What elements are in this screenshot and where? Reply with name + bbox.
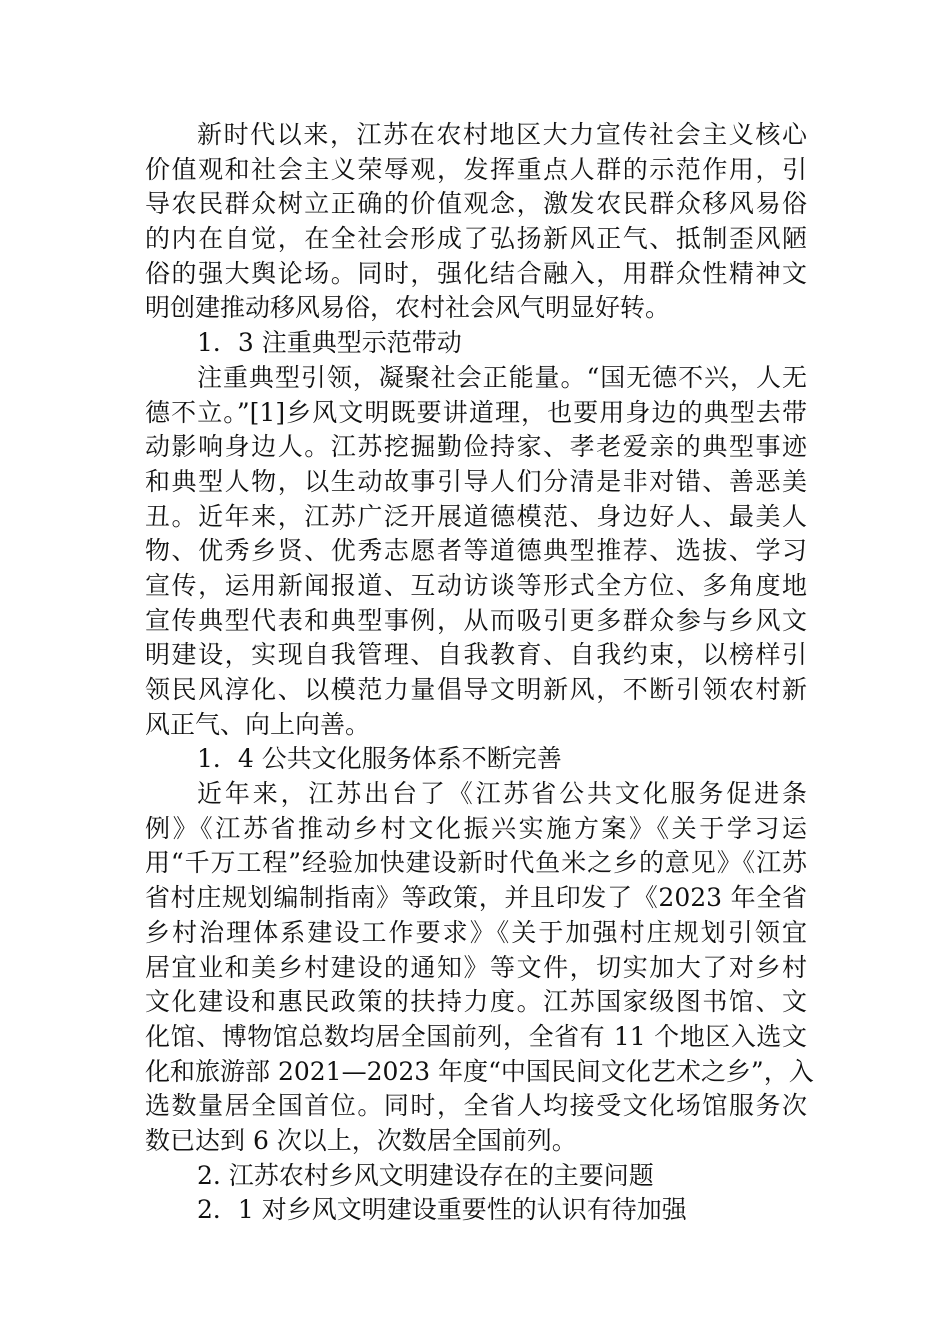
text-line: 近年来，江苏出台了《江苏省公共文化服务促进条 <box>197 779 807 809</box>
text-line: 居宜业和美乡村建设的通知》等文件，切实加大了对乡村 <box>145 952 807 982</box>
text-line: 选数量居全国首位。同时，全省人均接受文化场馆服务次 <box>145 1091 807 1121</box>
text-line: 文化建设和惠民政策的扶持力度。江苏国家级图书馆、文 <box>145 987 807 1017</box>
text-line: 化馆、博物馆总数均居全国前列，全省有 11 个地区入选文 <box>145 1021 807 1051</box>
text-line: 和典型人物，以生动故事引导人们分清是非对错、善恶美 <box>145 466 807 496</box>
text-line: 风正气、向上向善。 <box>145 709 371 739</box>
paragraph-2 <box>145 361 807 743</box>
text-line: 新时代以来，江苏在农村地区大力宣传社会主义核心 <box>197 120 807 149</box>
text-line: 动影响身边人。江苏挖掘勤俭持家、孝老爱亲的典型事迹 <box>145 432 807 462</box>
section-heading-1-3: 1．3 注重典型示范带动 <box>197 328 462 358</box>
text-line: 数已达到 6 次以上，次数居全国前列。 <box>145 1125 577 1155</box>
text-line: 明创建推动移风易俗，农村社会风气明显好转。 <box>145 293 671 323</box>
section-heading-2: 2. 江苏农村乡风文明建设存在的主要问题 <box>197 1160 654 1190</box>
section-heading-2-1: 2．1 对乡风文明建设重要性的认识有待加强 <box>197 1195 687 1225</box>
text-line: 化和旅游部 2021—2023 年度“中国民间文化艺术之乡”，入 <box>145 1056 814 1086</box>
text-line: 乡村治理体系建设工作要求》《关于加强村庄规划引领宜 <box>145 917 807 947</box>
text-line: 德不立。”[1]乡风文明既要讲道理，也要用身边的典型去带 <box>145 397 807 427</box>
text-line: 宣传典型代表和典型事例，从而吸引更多群众参与乡风文 <box>145 605 807 635</box>
text-line: 明建设，实现自我管理、自我教育、自我约束，以榜样引 <box>145 640 807 670</box>
text-line: 丑。近年来，江苏广泛开展道德模范、身边好人、最美人 <box>145 501 807 531</box>
document-body <box>145 118 814 1228</box>
text-line: 例》《江苏省推动乡村文化振兴实施方案》《关于学习运 <box>145 813 807 843</box>
text-line: 物、优秀乡贤、优秀志愿者等道德典型推荐、选拔、学习 <box>145 536 807 566</box>
text-line: 领民风淳化、以模范力量倡导文明新风，不断引领农村新 <box>145 675 807 704</box>
paragraph-3 <box>145 777 814 1159</box>
text-line: 价值观和社会主义荣辱观，发挥重点人群的示范作用，引 <box>145 154 807 184</box>
section-heading-1-4: 1．4 公共文化服务体系不断完善 <box>197 744 562 774</box>
text-line: 宣传，运用新闻报道、互动访谈等形式全方位、多角度地 <box>145 570 807 600</box>
paragraph-1 <box>145 118 807 326</box>
text-line: 用“千万工程”经验加快建设新时代鱼米之乡的意见》《江苏 <box>145 848 807 878</box>
text-line: 导农民群众树立正确的价值观念，激发农民群众移风易俗 <box>145 189 807 219</box>
text-line: 省村庄规划编制指南》等政策，并且印发了《2023 年全省 <box>145 883 807 913</box>
text-line: 俗的强大舆论场。同时，强化结合融入，用群众性精神文 <box>145 258 807 288</box>
text-line: 注重典型引领，凝聚社会正能量。“国无德不兴，人无 <box>197 362 807 392</box>
text-line: 的内在自觉，在全社会形成了弘扬新风正气、抵制歪风陋 <box>145 224 807 254</box>
